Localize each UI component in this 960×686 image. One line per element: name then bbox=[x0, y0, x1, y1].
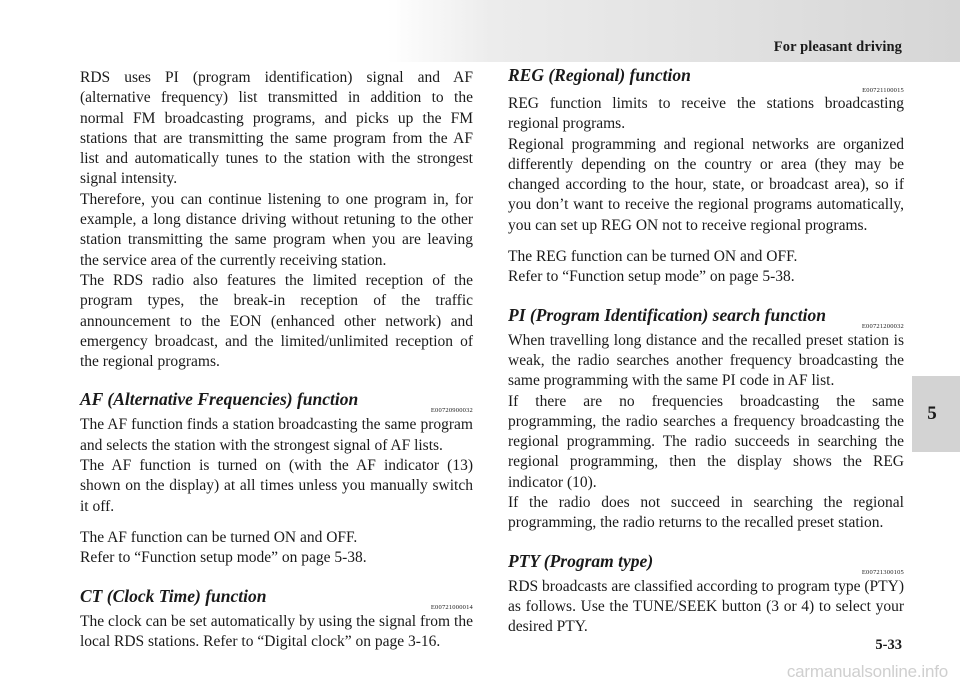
section-title: AF (Alternative Frequencies) function bbox=[80, 389, 359, 410]
section-code: E00721200032 bbox=[861, 322, 904, 330]
left-column bbox=[80, 68, 473, 652]
section-title: PTY (Program type) bbox=[508, 550, 654, 571]
paragraph: The REG function can be turned ON and OFF. bbox=[508, 248, 798, 266]
paragraph: Regional programming and regional networks are organized differently depending on the country or area (they may be changed according to the hour, state, or broadcast area), so if you don’t want to receive the regional programs automatically, you can set up REG ON not to receive regional programs. bbox=[508, 135, 904, 234]
paragraph: When travelling long distance and the recalled preset station is weak, the radio searches another frequency broadcasting the same programming with the same PI code in AF list. bbox=[508, 331, 904, 390]
paragraph: RDS broadcasts are classified according to program type (PTY) as follows. Use the TUNE/SEEK button (3 or 4) to select your desired PTY. bbox=[508, 577, 904, 636]
intro-paragraph: The RDS radio also features the limited reception of the program types, the break-in reception of the traffic announcement to the EON (enhanced other network) and emergency broadcast, and the limited/unlimited reception of the regional programs. bbox=[80, 271, 473, 371]
paragraph: The AF function can be turned ON and OFF. bbox=[80, 528, 358, 546]
paragraph: The AF function is turned on (with the AF indicator (13) shown on the display) at all times unless you manually switch it off. bbox=[80, 457, 473, 515]
section-heading-pi bbox=[508, 297, 904, 331]
watermark: carmanualsonline.info bbox=[786, 662, 948, 681]
section-title: REG (Regional) function bbox=[508, 65, 691, 85]
section-heading-pty bbox=[508, 543, 904, 577]
section-code: E00721300105 bbox=[861, 568, 904, 576]
chapter-number: 5 bbox=[927, 403, 937, 424]
section-code: E00721000014 bbox=[430, 603, 473, 611]
section-heading-af bbox=[80, 381, 473, 415]
section-code: E00720900032 bbox=[430, 407, 473, 415]
right-column bbox=[508, 65, 904, 638]
section-heading-ct bbox=[80, 578, 473, 612]
intro-paragraph: Therefore, you can continue listening to one program in, for example, a long distance driving without retuning to the other station transmitting the same program when you are leaving the service area of the currently receiving station. bbox=[80, 190, 473, 269]
chapter-tab bbox=[912, 376, 960, 452]
paragraph: Refer to “Function setup mode” on page 5-38. bbox=[508, 268, 795, 286]
intro-paragraph: RDS uses PI (program identification) signal and AF (alternative frequency) list transmitted in addition to the normal FM broadcasting programs, and picks up the FM stations that are transmitting the same program from the AF list and automatically tunes to the station with the strongest signal intensity. bbox=[80, 69, 473, 188]
page-number: 5-33 bbox=[875, 637, 902, 653]
section-title: PI (Program Identification) search function bbox=[508, 304, 826, 325]
paragraph: The AF function finds a station broadcasting the same program and selects the station with the strongest signal of AF lists. bbox=[80, 416, 473, 454]
section-heading-reg bbox=[508, 65, 904, 94]
section-title: CT (Clock Time) function bbox=[80, 585, 267, 606]
running-header: For pleasant driving bbox=[773, 39, 902, 55]
section-code: E00721100015 bbox=[862, 87, 904, 94]
paragraph: The clock can be set automatically by using the signal from the local RDS stations. Refer to “Digital clock” on page 3-16. bbox=[80, 612, 473, 650]
paragraph: REG function limits to receive the stations broadcasting regional programs. bbox=[508, 95, 904, 133]
paragraph: If there are no frequencies broadcasting the same programming, the radio searches a frequency broadcasting the regional programming. The radio succeeds in searching the regional programming, then the display shows the REG indicator (10). bbox=[508, 392, 904, 491]
paragraph: If the radio does not succeed in searching the regional programming, the radio returns to the recalled preset station. bbox=[508, 494, 904, 532]
paragraph: Refer to “Function setup mode” on page 5-38. bbox=[80, 549, 367, 567]
